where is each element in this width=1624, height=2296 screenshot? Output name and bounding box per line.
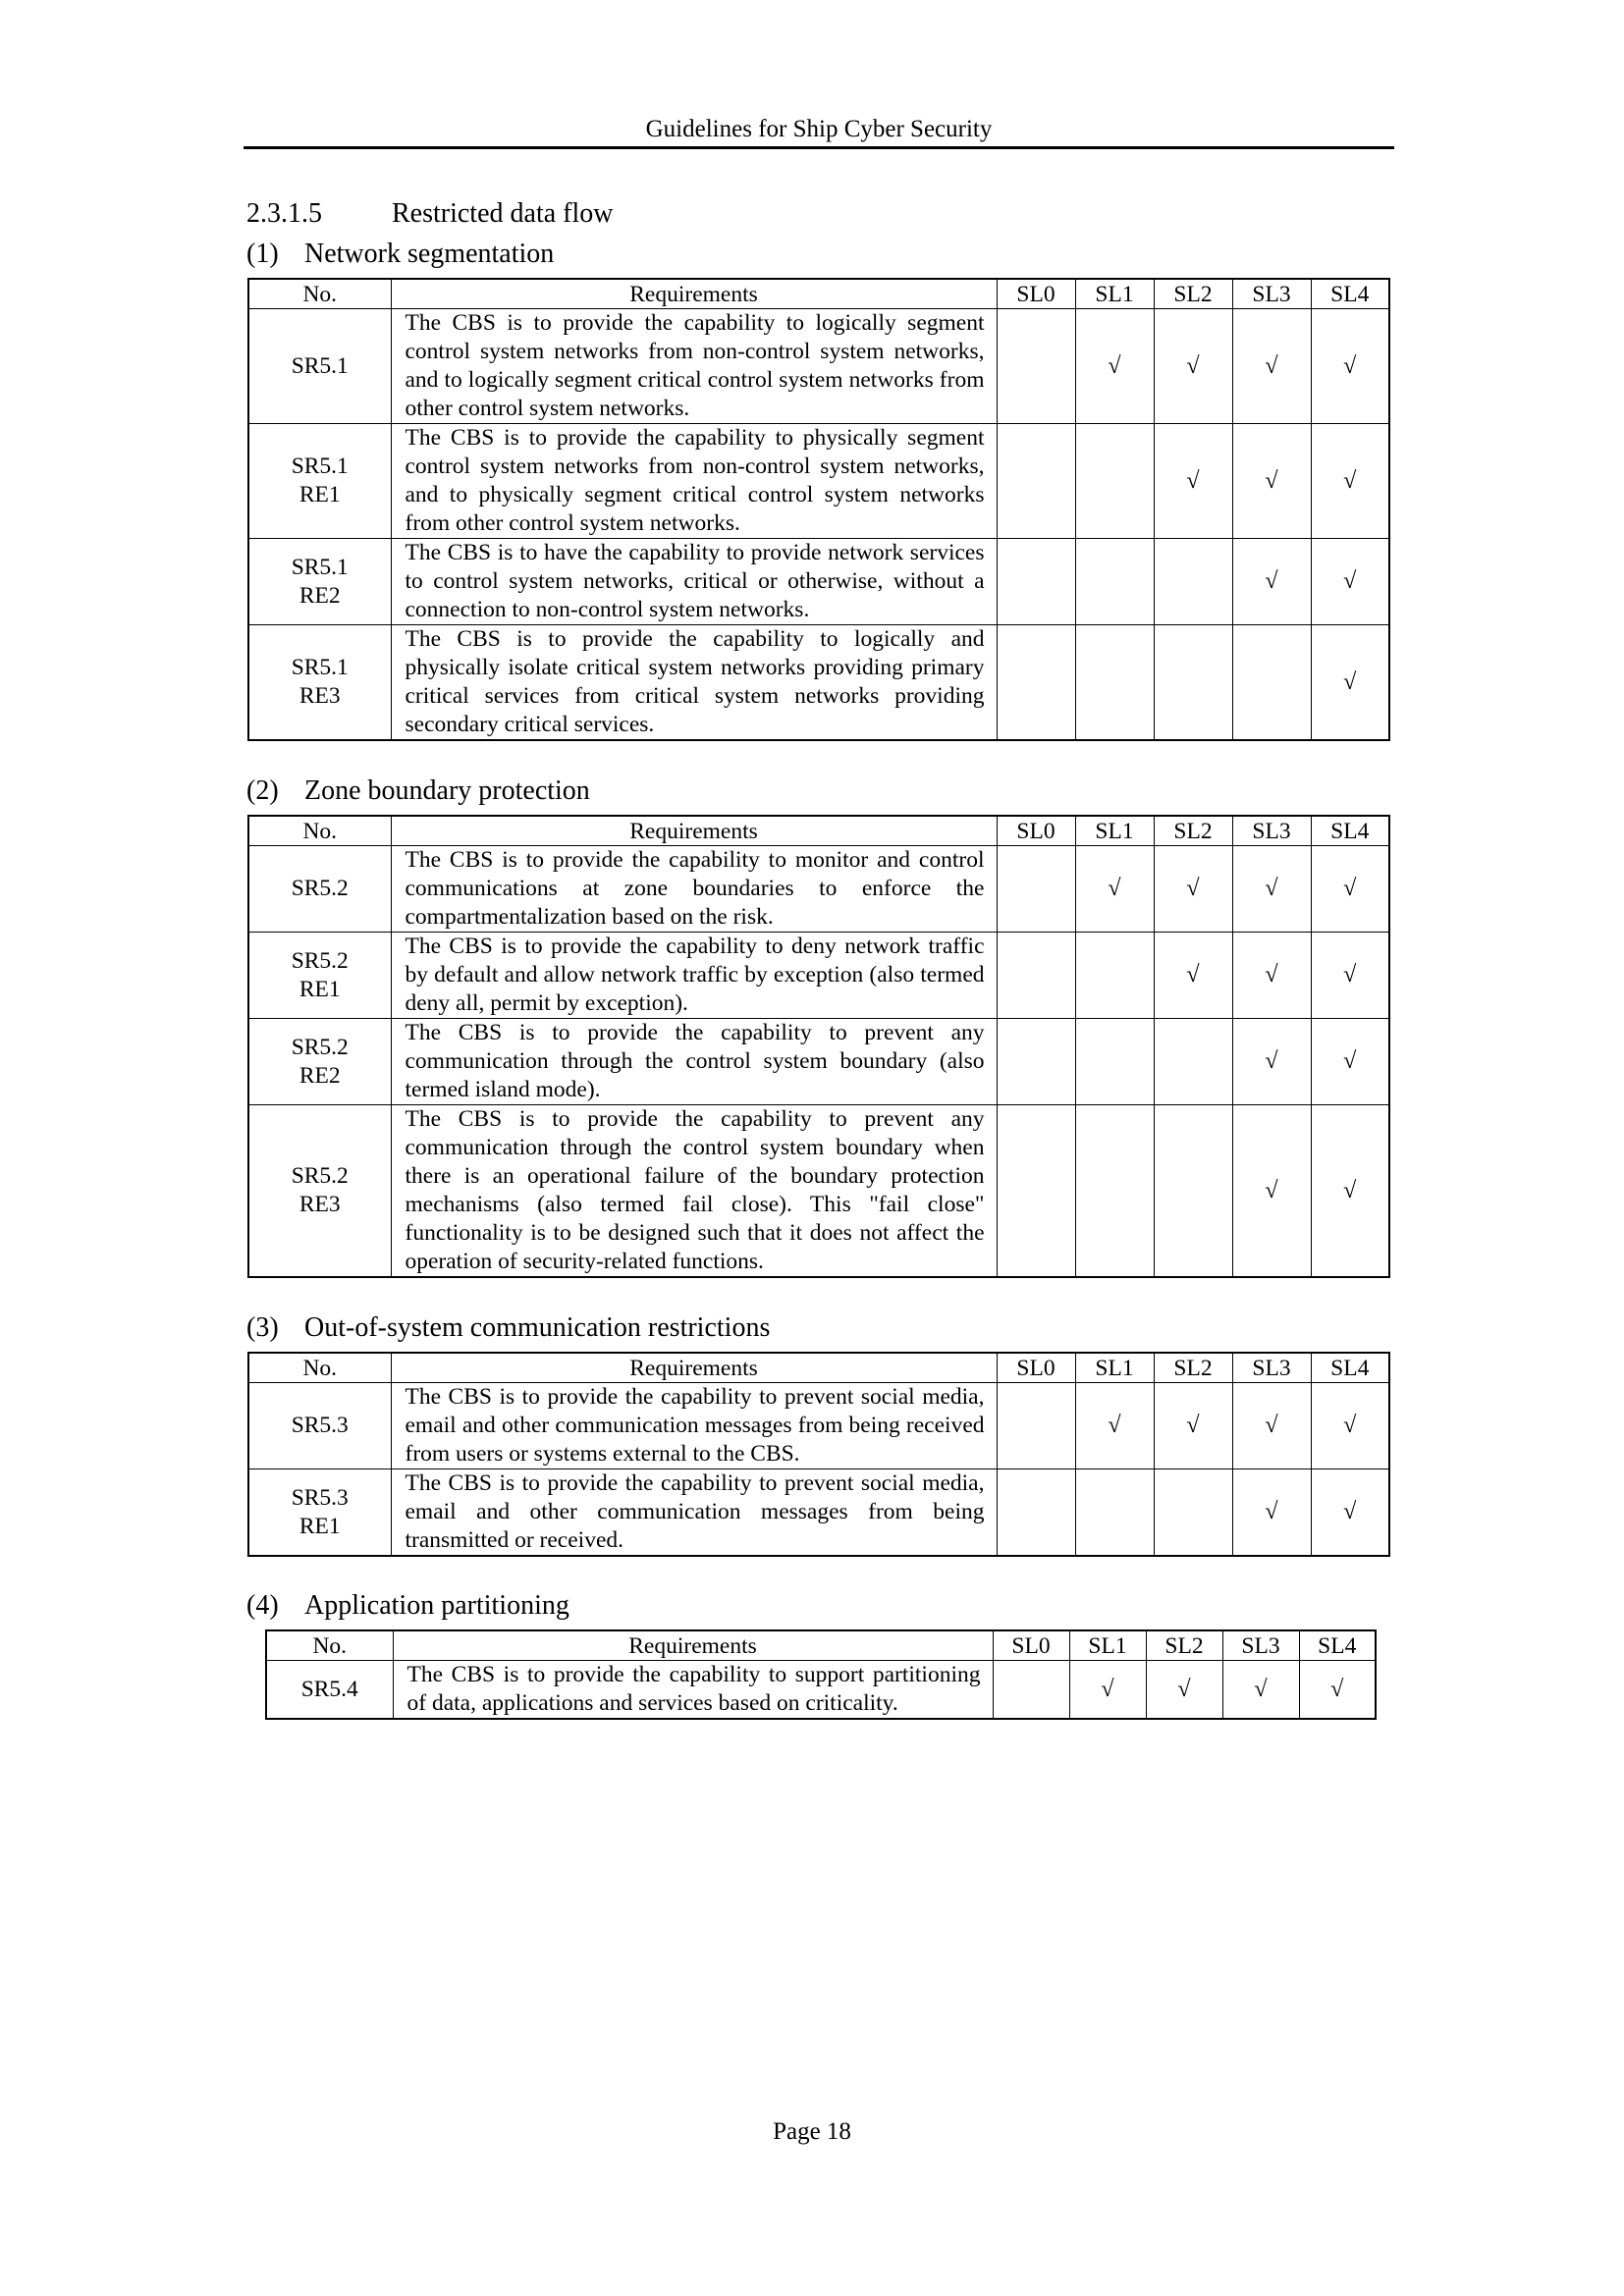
sl3-cell [1232, 309, 1311, 424]
sl1-cell [1075, 1019, 1154, 1105]
col-no-header: No. [266, 1630, 393, 1661]
check-mark-icon: √ [1265, 1413, 1278, 1438]
sl3-cell [1222, 1661, 1299, 1720]
sl1-cell [1075, 846, 1154, 933]
col-sl0-header: SL0 [997, 279, 1075, 309]
sl0-cell [997, 933, 1075, 1019]
requirement-text: The CBS is to provide the capability to prevent social media, email and other communication messages from being received from users or systems external to the CBS. [391, 1383, 997, 1469]
check-mark-icon: √ [1343, 876, 1357, 901]
check-mark-icon: √ [1108, 876, 1121, 901]
check-mark-icon: √ [1265, 1177, 1278, 1203]
check-mark-icon: √ [1101, 1676, 1114, 1702]
check-mark-icon: √ [1108, 1413, 1121, 1438]
check-mark-icon: √ [1186, 876, 1200, 901]
header-rule [244, 146, 1394, 149]
sl4-cell [1311, 424, 1389, 539]
check-mark-icon: √ [1265, 467, 1278, 494]
check-mark-icon: √ [1186, 1413, 1200, 1438]
subsection-heading [246, 775, 590, 807]
col-sl0-header: SL0 [997, 816, 1075, 846]
requirements-table-out-of-system-communication [247, 1352, 1390, 1557]
check-mark-icon: √ [1186, 467, 1200, 494]
sl1-cell [1075, 1383, 1154, 1469]
sl0-cell [997, 309, 1075, 424]
table-row [248, 1019, 1389, 1105]
sl4-cell [1311, 933, 1389, 1019]
requirement-text: The CBS is to provide the capability to monitor and control communications at zone boundaries to enforce the compartmentalization based on the risk. [391, 846, 997, 933]
subsection-title: Zone boundary protection [304, 775, 590, 806]
check-mark-icon: √ [1265, 962, 1278, 988]
sl0-cell [997, 1469, 1075, 1557]
sl1-cell [1075, 539, 1154, 625]
col-sl4-header: SL4 [1311, 279, 1389, 309]
requirement-text: The CBS is to have the capability to provide network services to control system networks, critical or otherwise, without a connection to non-control system networks. [391, 539, 997, 625]
sl2-cell [1154, 625, 1232, 741]
table-row [248, 424, 1389, 539]
requirement-id: SR5.1 RE3 [248, 625, 391, 741]
check-mark-icon: √ [1343, 1413, 1357, 1438]
table-header-row [248, 816, 1389, 846]
sl4-cell [1311, 1383, 1389, 1469]
table-row [248, 933, 1389, 1019]
sl1-cell [1069, 1661, 1146, 1720]
check-mark-icon: √ [1343, 1048, 1357, 1074]
col-no-header: No. [248, 279, 391, 309]
col-no-header: No. [248, 816, 391, 846]
sl0-cell [997, 539, 1075, 625]
requirement-text: The CBS is to provide the capability to prevent any communication through the control system boundary (also termed island mode). [391, 1019, 997, 1105]
subsection-heading [246, 1312, 770, 1344]
check-mark-icon: √ [1186, 962, 1200, 988]
table-row [248, 625, 1389, 741]
sl4-cell [1311, 846, 1389, 933]
sl4-cell [1311, 1019, 1389, 1105]
requirements-table-application-partitioning [265, 1629, 1377, 1720]
sl2-cell [1154, 1105, 1232, 1278]
col-sl1-header: SL1 [1075, 1353, 1154, 1383]
requirement-text: The CBS is to provide the capability to prevent any communication through the control system boundary when there is an operational failure of the boundary protection mechanisms (also termed fail close). This "fail close" functionality is to be designed such that it does not affect the operation of security-related functions. [391, 1105, 997, 1278]
subsection-title: Application partitioning [304, 1590, 569, 1621]
sl0-cell [997, 1019, 1075, 1105]
check-mark-icon: √ [1265, 1048, 1278, 1074]
check-mark-icon: √ [1108, 352, 1121, 379]
sl4-cell [1311, 1105, 1389, 1278]
check-mark-icon: √ [1265, 876, 1278, 901]
sl1-cell [1075, 625, 1154, 741]
check-mark-icon: √ [1265, 568, 1278, 594]
table-row [248, 846, 1389, 933]
col-sl0-header: SL0 [997, 1353, 1075, 1383]
requirement-id: SR5.1 [248, 309, 391, 424]
sl3-cell [1232, 1105, 1311, 1278]
sl1-cell [1075, 1469, 1154, 1557]
sl0-cell [997, 1383, 1075, 1469]
check-mark-icon: √ [1343, 1177, 1357, 1203]
col-sl3-header: SL3 [1232, 1353, 1311, 1383]
section-heading [246, 198, 613, 230]
section-number: 2.3.1.5 [246, 198, 322, 229]
page-number: Page 18 [773, 2118, 851, 2145]
col-sl2-header: SL2 [1146, 1630, 1222, 1661]
sl2-cell [1154, 933, 1232, 1019]
sl2-cell [1154, 539, 1232, 625]
col-requirements-header: Requirements [391, 816, 997, 846]
col-sl4-header: SL4 [1311, 1353, 1389, 1383]
col-requirements-header: Requirements [393, 1630, 993, 1661]
table-row [248, 309, 1389, 424]
subsection-number: (1) [246, 239, 279, 269]
table-header-row [248, 1353, 1389, 1383]
table-row [266, 1661, 1376, 1720]
sl4-cell [1299, 1661, 1376, 1720]
col-sl2-header: SL2 [1154, 279, 1232, 309]
check-mark-icon: √ [1177, 1676, 1191, 1702]
sl0-cell [997, 424, 1075, 539]
sl2-cell [1154, 309, 1232, 424]
col-sl3-header: SL3 [1232, 279, 1311, 309]
sl2-cell [1146, 1661, 1222, 1720]
requirement-id: SR5.2 RE3 [248, 1105, 391, 1278]
requirement-text: The CBS is to provide the capability to prevent social media, email and other communication messages from being transmitted or received. [391, 1469, 997, 1557]
table-row [248, 1469, 1389, 1557]
check-mark-icon: √ [1343, 352, 1357, 379]
check-mark-icon: √ [1343, 962, 1357, 988]
col-sl1-header: SL1 [1069, 1630, 1146, 1661]
sl2-cell [1154, 1383, 1232, 1469]
section-title: Restricted data flow [392, 198, 614, 229]
requirement-id: SR5.3 RE1 [248, 1469, 391, 1557]
check-mark-icon: √ [1265, 352, 1278, 379]
requirement-text: The CBS is to provide the capability to support partitioning of data, applications and services based on criticality. [393, 1661, 993, 1720]
sl2-cell [1154, 1469, 1232, 1557]
table-header-row [266, 1630, 1376, 1661]
sl2-cell [1154, 424, 1232, 539]
sl3-cell [1232, 933, 1311, 1019]
sl2-cell [1154, 1019, 1232, 1105]
requirements-table-zone-boundary-protection [247, 815, 1390, 1278]
subsection-title: Network segmentation [304, 239, 555, 269]
check-mark-icon: √ [1343, 1499, 1357, 1524]
requirement-id: SR5.2 [248, 846, 391, 933]
col-sl1-header: SL1 [1075, 816, 1154, 846]
check-mark-icon: √ [1265, 1499, 1278, 1524]
sl3-cell [1232, 1019, 1311, 1105]
running-header: Guidelines for Ship Cyber Security [645, 116, 993, 142]
requirement-id: SR5.4 [266, 1661, 393, 1720]
sl1-cell [1075, 1105, 1154, 1278]
subsection-number: (2) [246, 775, 279, 806]
check-mark-icon: √ [1343, 568, 1357, 594]
col-sl0-header: SL0 [993, 1630, 1069, 1661]
sl0-cell [997, 1105, 1075, 1278]
requirement-id: SR5.2 RE2 [248, 1019, 391, 1105]
check-mark-icon: √ [1343, 668, 1357, 695]
sl3-cell [1232, 846, 1311, 933]
col-requirements-header: Requirements [391, 279, 997, 309]
subsection-number: (3) [246, 1312, 279, 1343]
table-row [248, 539, 1389, 625]
table-row [248, 1105, 1389, 1278]
sl0-cell [997, 625, 1075, 741]
subsection-title: Out-of-system communication restrictions [304, 1312, 771, 1343]
requirement-text: The CBS is to provide the capability to deny network traffic by default and allow network traffic by exception (also termed deny all, permit by exception). [391, 933, 997, 1019]
col-requirements-header: Requirements [391, 1353, 997, 1383]
requirement-text: The CBS is to provide the capability to physically segment control system networks from non-control system networks, and to physically segment critical control system networks from other control system networks. [391, 424, 997, 539]
sl3-cell [1232, 539, 1311, 625]
sl4-cell [1311, 309, 1389, 424]
requirements-table-network-segmentation [247, 278, 1390, 741]
table-row [248, 1383, 1389, 1469]
subsection-heading [246, 239, 554, 270]
requirement-id: SR5.1 RE2 [248, 539, 391, 625]
requirement-text: The CBS is to provide the capability to logically segment control system networks from non-control system networks, and to logically segment critical control system networks from other control system networks. [391, 309, 997, 424]
col-sl1-header: SL1 [1075, 279, 1154, 309]
subsection-number: (4) [246, 1590, 279, 1621]
col-sl3-header: SL3 [1222, 1630, 1299, 1661]
sl3-cell [1232, 1383, 1311, 1469]
sl1-cell [1075, 309, 1154, 424]
col-sl4-header: SL4 [1299, 1630, 1376, 1661]
sl0-cell [993, 1661, 1069, 1720]
sl3-cell [1232, 1469, 1311, 1557]
sl2-cell [1154, 846, 1232, 933]
sl4-cell [1311, 539, 1389, 625]
check-mark-icon: √ [1343, 467, 1357, 494]
requirement-id: SR5.1 RE1 [248, 424, 391, 539]
col-sl4-header: SL4 [1311, 816, 1389, 846]
sl1-cell [1075, 424, 1154, 539]
requirement-text: The CBS is to provide the capability to logically and physically isolate critical system networks providing primary critical services from critical system networks providing secondary critical services. [391, 625, 997, 741]
sl4-cell [1311, 1469, 1389, 1557]
requirement-id: SR5.2 RE1 [248, 933, 391, 1019]
check-mark-icon: √ [1186, 352, 1200, 379]
sl0-cell [997, 846, 1075, 933]
sl3-cell [1232, 424, 1311, 539]
col-sl3-header: SL3 [1232, 816, 1311, 846]
check-mark-icon: √ [1254, 1676, 1268, 1702]
subsection-heading [246, 1590, 569, 1622]
table-header-row [248, 279, 1389, 309]
col-sl2-header: SL2 [1154, 1353, 1232, 1383]
requirement-id: SR5.3 [248, 1383, 391, 1469]
sl3-cell [1232, 625, 1311, 741]
sl1-cell [1075, 933, 1154, 1019]
col-no-header: No. [248, 1353, 391, 1383]
sl4-cell [1311, 625, 1389, 741]
check-mark-icon: √ [1330, 1676, 1344, 1702]
col-sl2-header: SL2 [1154, 816, 1232, 846]
